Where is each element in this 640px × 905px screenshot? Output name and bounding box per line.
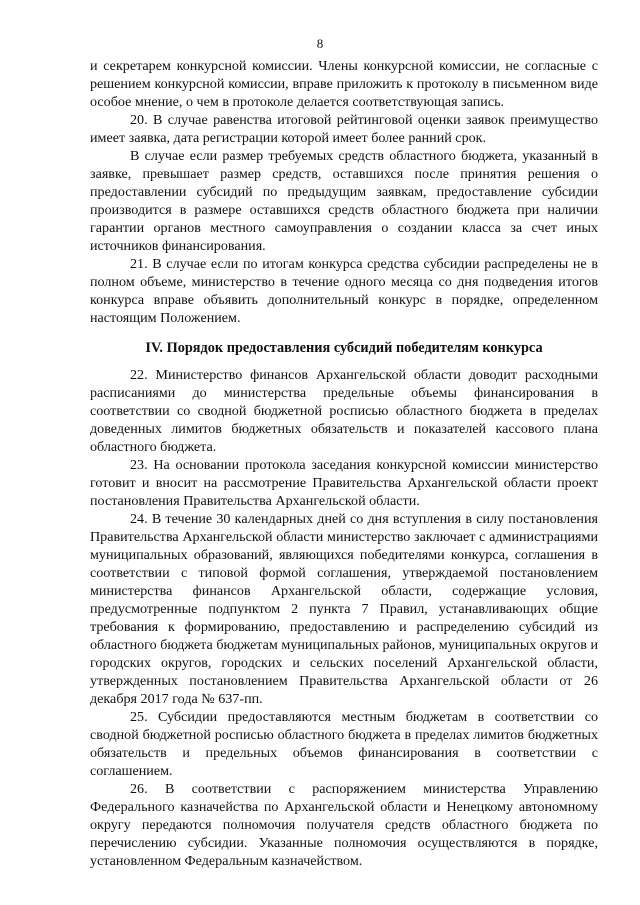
paragraph-20-continued: В случае если размер требуемых средств областного бюджета, указанный в заявке, превышает размер средств, оставшихся после принятия решения о предоставлении субсидий по предыдущим заявкам, предоставление субсидии производится в размере оставшихся средств областного бюджета при наличии гарантии органов местного самоуправления о создании класса за счет иных источников финансирования. xyxy=(90,148,598,254)
paragraph-24: 24. В течение 30 календарных дней со дня вступления в силу постановления Правительства Архангельской области министерство заключает с администрациями муниципальных образований, являющихся победителями конкурса, соглашения в соответствии с типовой формой соглашения, утверждаемой постановлением министерства финансов Архангельской области, содержащие условия, предусмотренные подпунктом 2 пункта 7 Правил, устанавливающих общие требования к формированию, предоставлению и распределению субсидий из областного бюджета бюджетам муниципальных районов, муниципальных округов и городских округов, городских и сельских поселений Архангельской области, утвержденных постановлением Правительства Архангельской области от 26 декабря 2017 года № 637-пп. xyxy=(90,511,598,707)
paragraph-21: 21. В случае если по итогам конкурса средства субсидии распределены не в полном объеме, министерство в течение одного месяца со дня подведения итогов конкурса вправе объявить дополнительный конкурс в порядке, определенном настоящим Положением. xyxy=(90,256,598,326)
paragraph-25: 25. Субсидии предоставляются местным бюджетам в соответствии со сводной бюджетной росписью областного бюджета в пределах лимитов бюджетных обязательств и предельных объемов финансирования в соответствии с соглашением. xyxy=(90,709,598,779)
paragraph-26: 26. В соответствии с распоряжением министерства Управлению Федерального казначейства по Архангельской области и Ненецкому автономному округу передаются полномочия получателя средств областного бюджета по перечислению субсидии. Указанные полномочия осуществляются в порядке, установленном Федеральным казначейством. xyxy=(90,781,598,869)
paragraph-20: 20. В случае равенства итоговой рейтинговой оценки заявок преимущество имеет заявка, дата регистрации которой имеет более ранний срок. xyxy=(90,112,598,146)
paragraph-23: 23. На основании протокола заседания конкурсной комиссии министерство готовит и вносит на рассмотрение Правительства Архангельской области проект постановления Правительства Архангельской области. xyxy=(90,457,598,509)
paragraph-continuation: и секретарем конкурсной комиссии. Члены конкурсной комиссии, не согласные с решением конкурсной комиссии, вправе приложить к протоколу в письменном виде особое мнение, о чем в протоколе делается соответствующая запись. xyxy=(90,58,598,110)
section-heading: IV. Порядок предоставления субсидий победителям конкурса xyxy=(145,340,543,356)
page-number: 8 xyxy=(316,36,324,51)
document-body xyxy=(90,57,598,870)
paragraph-22: 22. Министерство финансов Архангельской области доводит расходными расписаниями до министерства предельные объемы финансирования в соответствии со сводной бюджетной росписью областного бюджета в пределах доведенных лимитов бюджетных обязательств и показателей кассового плана областного бюджета. xyxy=(90,367,598,455)
